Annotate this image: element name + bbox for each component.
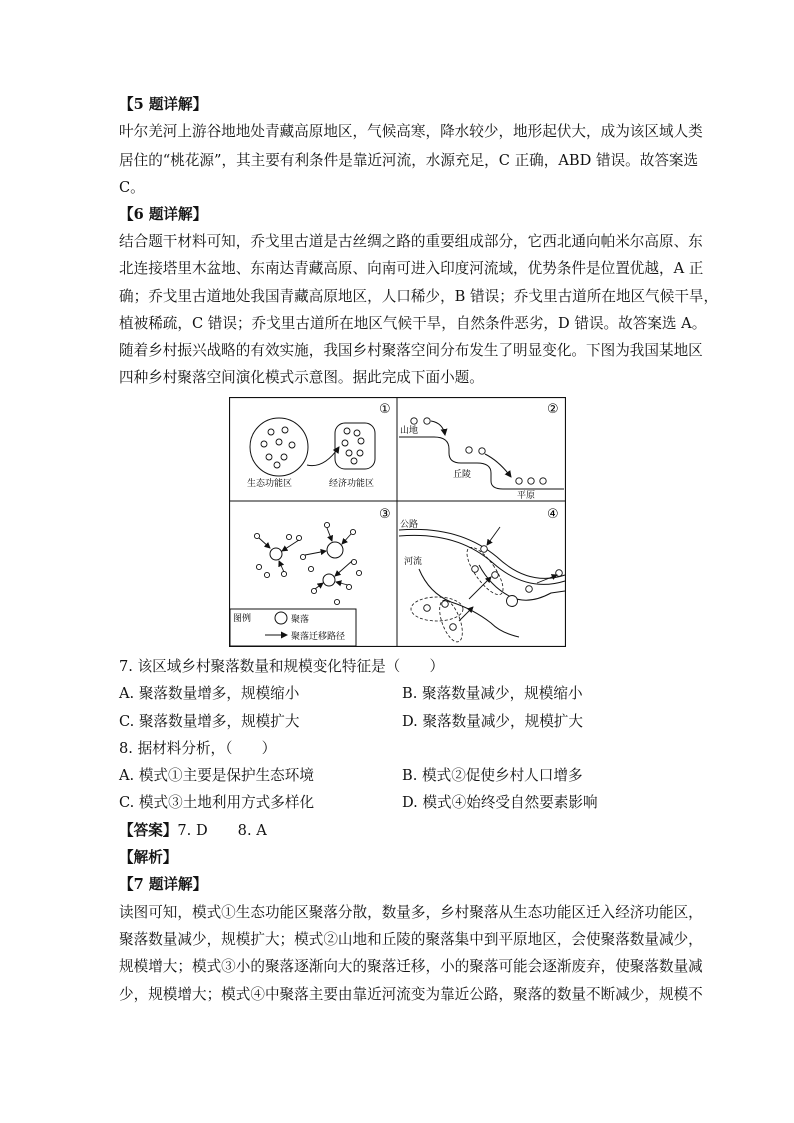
- panel-num-3: ③: [379, 507, 391, 522]
- q7-stem: 7. 该区域乡村聚落数量和规模变化特征是（ ）: [119, 658, 445, 675]
- label-road: 公路: [400, 520, 419, 530]
- q5-line-1: 叶尔羌河上游谷地地处青藏高原地区，气候高寒，降水较少，地形起伏大，成为该区域人类: [119, 123, 703, 140]
- q8-stem: 8. 据材料分析，（ ）: [119, 740, 277, 757]
- q6-line-4: 植被稀疏，C 错误；乔戈里古道所在地区气候干旱，自然条件恶劣，D 错误。故答案选 A。: [119, 315, 707, 332]
- q7-detail-line-4: 少，规模增大；模式④中聚落主要由靠近河流变为靠近公路，聚落的数量不断减少，规模不: [119, 986, 703, 1003]
- q7-option-b: B. 聚落数量减少，规模缩小: [402, 685, 583, 702]
- answer-line: [119, 821, 267, 841]
- q6-line-2: 北连接塔里木盆地、东南达青藏高原、向南可进入印度河流域，优势条件是位置优越，A 正: [119, 260, 704, 277]
- panel-num-4: ④: [547, 507, 559, 522]
- panel-3: [230, 522, 362, 646]
- q7-detail-heading: 【7 题详解】: [119, 876, 208, 893]
- label-eco-zone: 生态功能区: [247, 479, 293, 489]
- q8-option-c: C. 模式③土地利用方式多样化: [119, 794, 315, 811]
- label-hill: 丘陵: [453, 470, 472, 480]
- q6-heading: 【6 题详解】: [119, 206, 208, 223]
- legend-path-label: 聚落迁移路径: [291, 632, 346, 642]
- figure-svg: [229, 397, 566, 647]
- q6-line-1: 结合题干材料可知，乔戈里古道是古丝绸之路的重要组成部分，它西北通向帕米尔高原、东: [119, 233, 703, 250]
- label-river: 河流: [404, 557, 423, 567]
- settlement-evolution-figure: [229, 397, 566, 647]
- label-plain: 平原: [517, 491, 536, 501]
- intro-line-1: 随着乡村振兴战略的有效实施，我国乡村聚落空间分布发生了明显变化。下图为我国某地区: [119, 342, 703, 359]
- intro-line-2: 四种乡村聚落空间演化模式示意图。据此完成下面小题。: [119, 369, 484, 386]
- label-econ-zone: 经济功能区: [329, 479, 375, 489]
- q5-line-2: 居住的“桃花源”，其主要有利条件是靠近河流，水源充足，C 正确，ABD 错误。故答案选: [119, 152, 699, 169]
- answer-q8: 8. A: [237, 822, 267, 839]
- answer-q7: 7. D: [177, 822, 208, 839]
- legend-settlement-symbol: [275, 612, 287, 624]
- legend-settlement-label: 聚落: [291, 615, 310, 625]
- q7-option-a: A. 聚落数量增多，规模缩小: [119, 685, 300, 702]
- q8-option-a: A. 模式①主要是保护生态环境: [119, 767, 314, 784]
- q7-option-d: D. 聚落数量减少，规模扩大: [402, 713, 583, 730]
- panel-num-2: ②: [547, 402, 559, 417]
- analysis-heading: 【解析】: [119, 849, 178, 866]
- q5-heading: 【5 题详解】: [119, 96, 208, 113]
- panel-4: [399, 518, 565, 645]
- q7-option-c: C. 聚落数量增多，规模扩大: [119, 713, 300, 730]
- q7-detail-line-1: 读图可知，模式①生态功能区聚落分散，数量多，乡村聚落从生态功能区迁入经济功能区，: [119, 904, 703, 921]
- q6-line-3: 确；乔戈里古道地处我国青藏高原地区，人口稀少，B 错误；乔戈里古道所在地区气候干旱，: [119, 288, 719, 305]
- label-mountain: 山地: [400, 426, 419, 436]
- q7-detail-line-3: 规模增大；模式③小的聚落逐渐向大的聚落迁移，小的聚落可能会逐渐废弃，使聚落数量减: [119, 958, 703, 975]
- q5-line-3: C。: [119, 179, 145, 196]
- panel-1: [247, 418, 375, 489]
- legend-title: 图例: [233, 614, 252, 624]
- q8-option-b: B. 模式②促使乡村人口增多: [402, 767, 583, 784]
- q7-detail-line-2: 聚落数量减少，规模扩大；模式②山地和丘陵的聚落集中到平原地区，会使聚落数量减少，: [119, 931, 703, 948]
- panel-2: [399, 418, 564, 501]
- panel-num-1: ①: [379, 402, 391, 417]
- answer-label: 【答案】: [119, 822, 178, 839]
- q8-option-d: D. 模式④始终受自然要素影响: [402, 794, 598, 811]
